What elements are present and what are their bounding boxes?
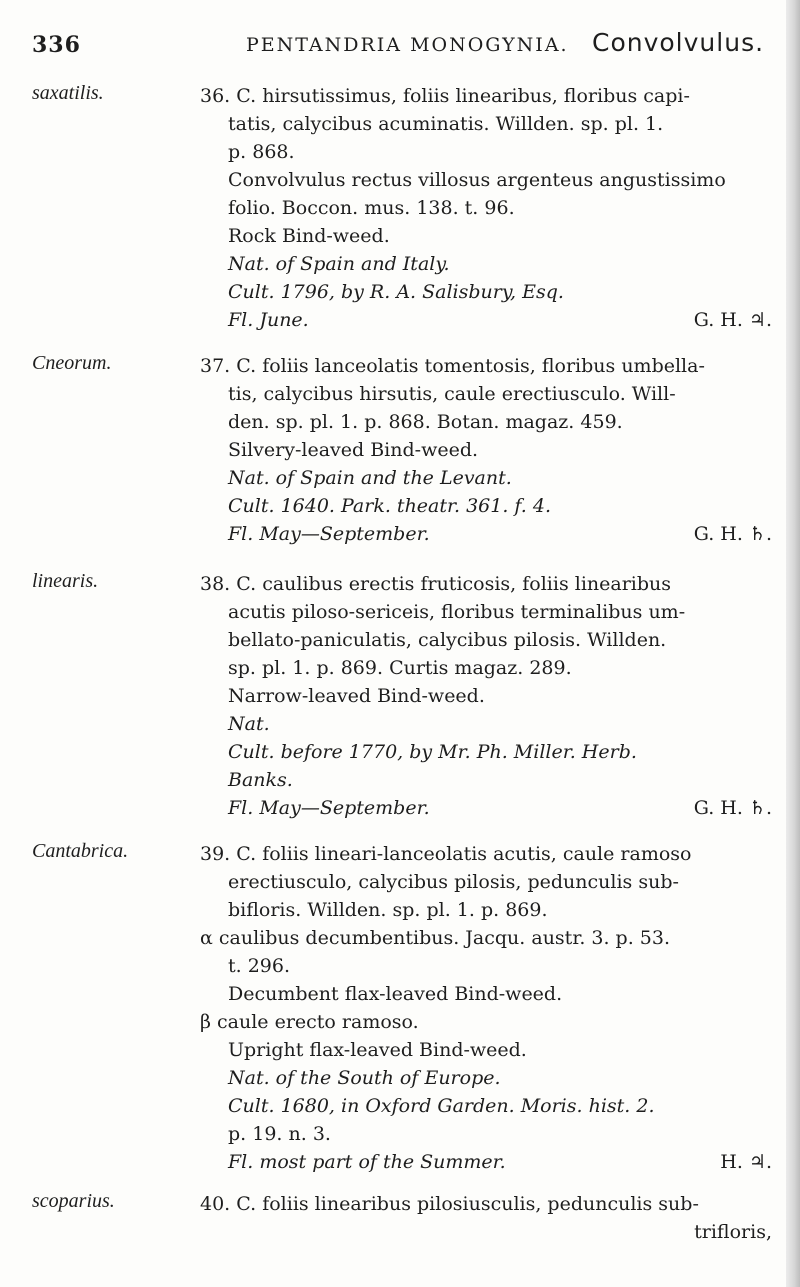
entry-line: Silvery-leaved Bind-weed. bbox=[228, 439, 479, 461]
entry-line: p. 868. bbox=[228, 141, 295, 163]
entry-line: tatis, calycibus acuminatis. Willden. sp. pl. 1. bbox=[228, 113, 664, 135]
entry-text bbox=[200, 840, 772, 1176]
entry-line: Cult. before 1770, by Mr. Ph. Miller. Herb. bbox=[228, 741, 637, 763]
entry-line: folio. Boccon. mus. 138. t. 96. bbox=[228, 197, 515, 219]
entry-line: den. sp. pl. 1. p. 868. Botan. magaz. 459. bbox=[228, 411, 623, 433]
entry-line: Banks. bbox=[228, 769, 293, 791]
page-number: 336 bbox=[32, 32, 81, 58]
entry-line: Narrow-leaved Bind-weed. bbox=[228, 685, 485, 707]
genus-heading: Convolvulus. bbox=[592, 28, 765, 57]
entry-text bbox=[200, 352, 772, 548]
entry-line: sp. pl. 1. p. 869. Curtis magaz. 289. bbox=[228, 657, 572, 679]
trivial-name: Cneorum. bbox=[32, 352, 112, 374]
entry-line: 38. C. caulibus erectis fruticosis, foliis linearibus bbox=[200, 573, 672, 595]
trivial-name: saxatilis. bbox=[32, 82, 104, 104]
entry-line: bellato-paniculatis, calycibus pilosis. Willden. bbox=[228, 629, 667, 651]
trivial-name: Cantabrica. bbox=[32, 840, 129, 862]
entry-line: Cult. 1680, in Oxford Garden. Moris. hist. 2. bbox=[228, 1095, 655, 1117]
entry-text bbox=[200, 1190, 772, 1246]
entry-line: trifloris, bbox=[694, 1221, 772, 1243]
flowering-time: Fl. May—September. bbox=[228, 797, 430, 819]
habitat-tag: H. ♃. bbox=[720, 1151, 772, 1173]
entry-line-last bbox=[200, 306, 772, 334]
entry-line: Rock Bind-weed. bbox=[228, 225, 390, 247]
entry-line: Convolvulus rectus villosus argenteus angustissimo bbox=[228, 169, 726, 191]
entry-line: 40. C. foliis linearibus pilosiusculis, pedunculis sub- bbox=[200, 1193, 699, 1215]
running-head: PENTANDRIA MONOGYNIA. bbox=[246, 34, 569, 56]
entry-line-last bbox=[200, 1148, 772, 1176]
entry-line: Nat. of Spain and Italy. bbox=[228, 253, 450, 275]
entry-line: t. 296. bbox=[228, 955, 291, 977]
entry-line: bifloris. Willden. sp. pl. 1. p. 869. bbox=[228, 899, 548, 921]
entry-line: Nat. of the South of Europe. bbox=[228, 1067, 501, 1089]
entry-line: tis, calycibus hirsutis, caule erectiusculo. Will- bbox=[228, 383, 676, 405]
entry-line: 39. C. foliis lineari-lanceolatis acutis, caule ramoso bbox=[200, 843, 692, 865]
trivial-name: linearis. bbox=[32, 570, 99, 592]
entry-line-last bbox=[200, 520, 772, 548]
entry-text bbox=[200, 82, 772, 334]
entry-line: Nat. bbox=[228, 713, 270, 735]
habitat-tag: G. H. ♄. bbox=[693, 523, 772, 545]
entry-line: Nat. of Spain and the Levant. bbox=[228, 467, 512, 489]
entry-line: erectiusculo, calycibus pilosis, pedunculis sub- bbox=[228, 871, 679, 893]
entry-text bbox=[200, 570, 772, 822]
flowering-time: Fl. June. bbox=[228, 309, 309, 331]
flowering-time: Fl. May—September. bbox=[228, 523, 430, 545]
entry-line: Upright flax-leaved Bind-weed. bbox=[228, 1039, 527, 1061]
entry-line: Decumbent flax-leaved Bind-weed. bbox=[228, 983, 563, 1005]
entry-line: acutis piloso-sericeis, floribus terminalibus um- bbox=[228, 601, 686, 623]
habitat-tag: G. H. ♃. bbox=[693, 309, 772, 331]
entry-line: 37. C. foliis lanceolatis tomentosis, floribus umbella- bbox=[200, 355, 705, 377]
entry-line: p. 19. n. 3. bbox=[228, 1123, 331, 1145]
page-edge-shadow bbox=[786, 0, 800, 1287]
flowering-time: Fl. most part of the Summer. bbox=[228, 1151, 506, 1173]
entry-line: Cult. 1640. Park. theatr. 361. f. 4. bbox=[228, 495, 551, 517]
entry-line: 36. C. hirsutissimus, foliis linearibus, floribus capi- bbox=[200, 85, 690, 107]
trivial-name: scoparius. bbox=[32, 1190, 115, 1212]
entry-line: α caulibus decumbentibus. Jacqu. austr. 3. p. 53. bbox=[200, 927, 671, 949]
habitat-tag: G. H. ♄. bbox=[693, 797, 772, 819]
entry-line: Cult. 1796, by R. A. Salisbury, Esq. bbox=[228, 281, 564, 303]
entry-line-last bbox=[200, 794, 772, 822]
entry-line: β caule erecto ramoso. bbox=[200, 1011, 419, 1033]
page-header bbox=[32, 28, 772, 64]
